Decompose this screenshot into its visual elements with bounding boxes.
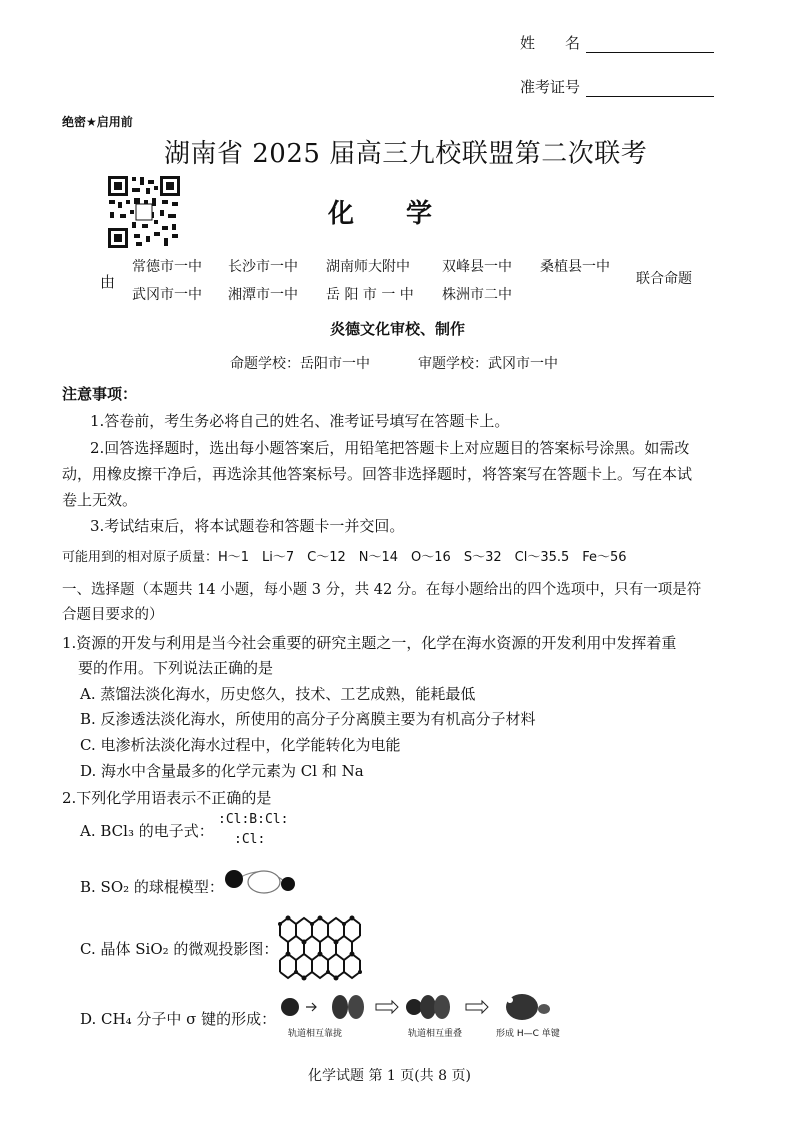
- school-name: 株洲市二中: [442, 287, 512, 303]
- bcl3-electron-formula-top: :Cl:B:Cl:: [218, 812, 289, 827]
- q2-option-a: A. BCl₃ 的电子式：: [80, 822, 214, 840]
- q2-option-b: B. SO₂ 的球棍模型：: [80, 878, 224, 896]
- qr-code-icon: [106, 174, 182, 250]
- school-name: 长沙市一中: [228, 259, 298, 275]
- q1-option-b: B. 反渗透法淡化海水，所使用的高分子分离膜主要为有机高分子材料: [80, 710, 536, 728]
- school-name: 湘潭市一中: [228, 287, 298, 303]
- note-item-2-line-2: 动，用橡皮擦干净后，再选涂其他答案标号。回答非选择题时，将答案写在答题卡上。写在本试: [62, 465, 693, 483]
- page-footer: 化学试题 第 1 页(共 8 页): [308, 1068, 471, 1084]
- orbital-caption-bond: 形成 H—C 单键: [496, 1029, 560, 1039]
- q1-option-c: C. 电渗析法淡化海水过程中，化学能转化为电能: [80, 736, 401, 754]
- setter-school: 命题学校：岳阳市一中: [230, 356, 370, 372]
- q1-stem-line-1: 1.资源的开发与利用是当今社会重要的研究主题之一，化学在海水资源的开发利用中发挥着重: [62, 634, 677, 652]
- orbital-caption-overlap: 轨道相互重叠: [408, 1029, 463, 1039]
- school-name: 湖南师大附中: [326, 259, 410, 275]
- school-name: 常德市一中: [132, 259, 202, 275]
- q2-option-c: C. 晶体 SiO₂ 的微观投影图：: [80, 940, 279, 958]
- school-name: 双峰县一中: [442, 259, 512, 275]
- id-label: 准考证号: [520, 78, 581, 96]
- bcl3-electron-formula-bottom: :Cl:: [234, 832, 266, 847]
- sigma-bond-formation-diagram-icon: [278, 990, 568, 1024]
- notes-title: 注意事项：: [62, 385, 138, 403]
- q1-option-a: A. 蒸馏法淡化海水，历史悠久，技术、工艺成熟，能耗最低: [80, 685, 476, 703]
- note-item-1: 1.答卷前，考生务必将自己的姓名、准考证号填写在答题卡上。: [90, 412, 510, 430]
- school-name: 武冈市一中: [132, 287, 202, 303]
- maker-line: 炎德文化审校、制作: [330, 320, 466, 338]
- note-item-2-line-3: 卷上无效。: [62, 491, 138, 509]
- reviewer-school: 审题学校：武冈市一中: [418, 356, 558, 372]
- subject-title: 化 学: [328, 199, 433, 229]
- section-1-heading-line-2: 合题目要求的）: [62, 607, 164, 623]
- school-name: 岳 阳 市 一 中: [326, 287, 414, 303]
- q2-option-d: D. CH₄ 分子中 σ 键的形成：: [80, 1010, 277, 1028]
- note-item-3: 3.考试结束后，将本试题卷和答题卡一并交回。: [90, 517, 405, 535]
- exam-title: 湖南省 2025 届高三九校联盟第二次联考: [164, 139, 648, 169]
- atomic-masses: 可能用到的相对原子质量：H～1 Li～7 C～12 N～14 O～16 S～32 Cl～35.5 Fe～56: [62, 550, 627, 565]
- confidential-mark: 绝密★启用前: [62, 115, 133, 129]
- name-label: 姓 名: [520, 34, 581, 52]
- id-field: [520, 76, 714, 97]
- so2-ball-stick-model-icon: [222, 866, 302, 898]
- note-item-2-line-1: 2.回答选择题时，选出每小题答案后，用铅笔把答题卡上对应题目的答案标号涂黑。如需改: [90, 439, 690, 457]
- section-1-heading-line-1: 一、选择题（本题共 14 小题，每小题 3 分，共 42 分。在每小题给出的四个选项中，只有一项是符: [62, 582, 702, 598]
- q2-stem: 2.下列化学用语表示不正确的是: [62, 789, 272, 807]
- name-field: [520, 32, 714, 53]
- q1-option-d: D. 海水中含量最多的化学元素为 Cl 和 Na: [80, 762, 364, 780]
- name-blank: [586, 34, 714, 53]
- q1-stem-line-2: 要的作用。下列说法正确的是: [78, 659, 274, 677]
- orbital-caption-approach: 轨道相互靠拢: [288, 1029, 343, 1039]
- sio2-crystal-projection-icon: [276, 912, 368, 984]
- by-label: 由: [100, 273, 116, 291]
- id-blank: [586, 78, 714, 97]
- school-name: 桑植县一中: [540, 259, 610, 275]
- joint-label: 联合命题: [636, 271, 692, 287]
